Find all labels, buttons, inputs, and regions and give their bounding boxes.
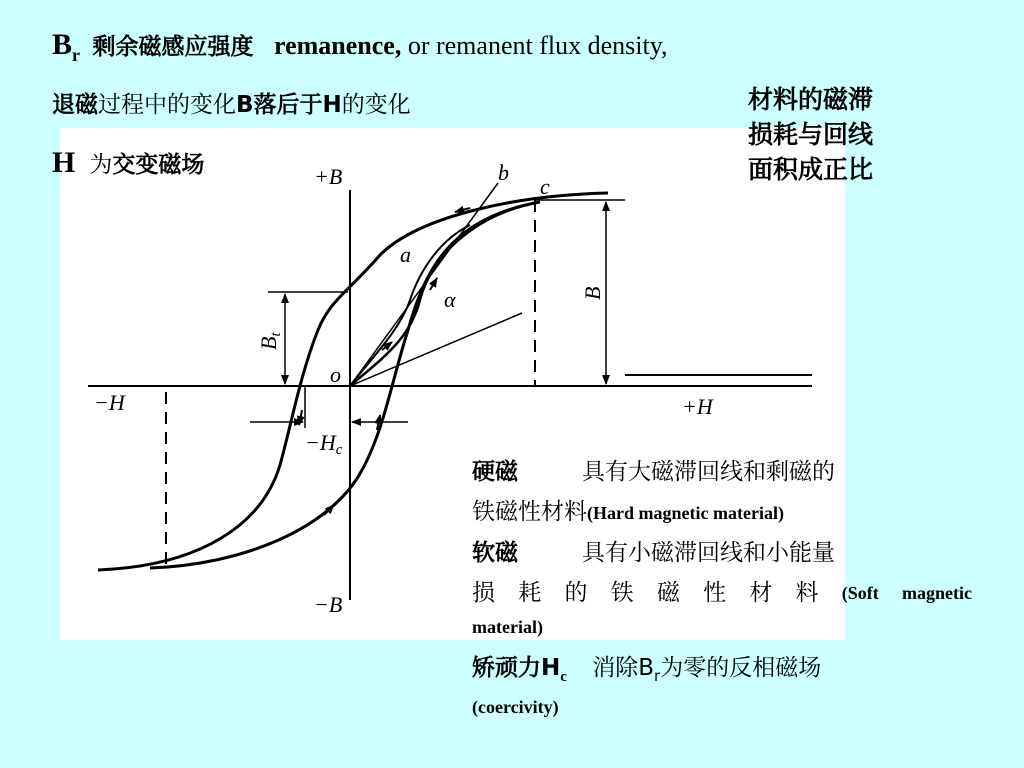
soft-magnetic-row-2 bbox=[472, 573, 972, 613]
h-is: 为 bbox=[89, 152, 113, 178]
br-symbol: B bbox=[52, 28, 73, 61]
loss-note-line: 损耗与回线 bbox=[748, 120, 874, 149]
coercivity-row bbox=[472, 648, 972, 691]
br-chinese-name: 剩余磁感应强度 bbox=[92, 34, 254, 60]
label-minus-hc: −Hc bbox=[305, 430, 343, 458]
soft-char: 磁 bbox=[656, 580, 680, 606]
soft-char: 损 bbox=[472, 580, 495, 606]
soft-en-material: material) bbox=[472, 617, 543, 637]
remanence-alt: or remanent flux density, bbox=[401, 31, 668, 60]
soft-char: 的 bbox=[564, 580, 588, 606]
soft-char: 性 bbox=[703, 580, 727, 606]
soft-char: 耗 bbox=[518, 580, 542, 606]
soft-en: magnetic bbox=[901, 583, 972, 603]
coercivity-desc: 消除B bbox=[592, 655, 655, 681]
hard-magnetic-term: 硬磁 bbox=[472, 459, 518, 485]
label-minus-h: −H bbox=[94, 390, 125, 415]
hard-magnetic-desc: 具有大磁滞回线和剩磁的 bbox=[582, 459, 835, 485]
arrow-initial-curve bbox=[430, 278, 437, 290]
definitions-block bbox=[472, 452, 972, 722]
label-point-b: b bbox=[498, 160, 509, 185]
coercivity-en: (coercivity) bbox=[472, 697, 559, 717]
label-minus-b: −B bbox=[314, 592, 343, 617]
label-origin: o bbox=[330, 362, 341, 387]
alternating-field-line bbox=[52, 146, 204, 180]
hard-magnetic-en: (Hard magnetic material) bbox=[587, 503, 784, 523]
hard-magnetic-desc-2: 铁磁性材料 bbox=[472, 499, 587, 525]
remanence-term: remanence, bbox=[274, 31, 402, 60]
label-point-a: a bbox=[400, 242, 411, 267]
coercivity-en-row bbox=[472, 691, 972, 722]
loss-note-line: 材料的磁滞 bbox=[748, 85, 874, 114]
coercivity-term: 矫顽力H bbox=[472, 655, 561, 681]
demagnetization-line bbox=[52, 86, 411, 119]
loss-note-line: 面积成正比 bbox=[748, 155, 874, 184]
label-point-c: c bbox=[540, 174, 550, 199]
soft-en: (Soft bbox=[841, 583, 879, 603]
arrow-lower-mid bbox=[324, 505, 334, 515]
soft-magnetic-term: 软磁 bbox=[472, 540, 518, 566]
label-alpha: α bbox=[444, 287, 456, 312]
coercivity-sub: c bbox=[560, 669, 567, 685]
br-subscript: r bbox=[72, 45, 81, 65]
coercivity-desc-sub: r bbox=[654, 667, 661, 685]
remanence-line bbox=[52, 28, 668, 65]
alternating-field: 交变磁场 bbox=[112, 152, 205, 178]
demag-term: 退磁 bbox=[52, 92, 98, 118]
coercivity-desc-end: 为零的反相磁场 bbox=[660, 655, 822, 681]
demag-text-end: 的变化 bbox=[341, 92, 411, 118]
line-ob bbox=[350, 183, 498, 386]
soft-char: 铁 bbox=[610, 580, 634, 606]
label-plus-h: +H bbox=[682, 394, 713, 419]
label-plus-b: +B bbox=[314, 164, 343, 189]
hard-magnetic-row-2 bbox=[472, 492, 972, 533]
soft-char: 材 bbox=[749, 580, 773, 606]
soft-magnetic-row-3 bbox=[472, 613, 972, 640]
b-lags-h: B落后于H bbox=[236, 92, 342, 118]
label-bt-dim: Bt bbox=[256, 332, 284, 350]
soft-magnetic-row bbox=[472, 533, 972, 573]
hard-magnetic-row bbox=[472, 452, 972, 492]
label-b-dim: B bbox=[580, 286, 605, 300]
soft-char: 料 bbox=[795, 580, 819, 606]
demag-text: 过程中的变化 bbox=[98, 92, 236, 118]
h-symbol: H bbox=[52, 146, 76, 179]
hysteresis-loss-note bbox=[748, 82, 873, 187]
soft-magnetic-desc: 具有小磁滞回线和小能量 bbox=[582, 540, 835, 566]
